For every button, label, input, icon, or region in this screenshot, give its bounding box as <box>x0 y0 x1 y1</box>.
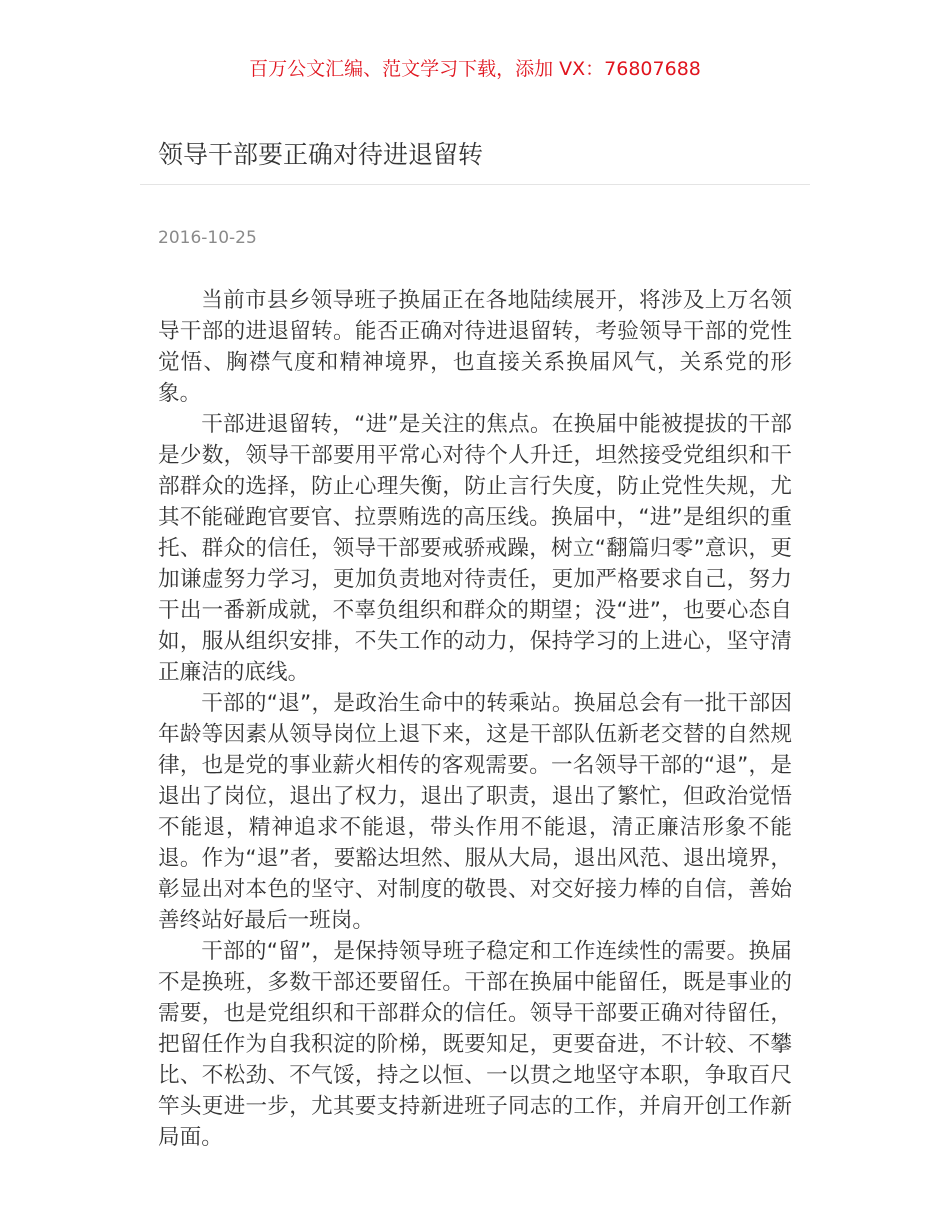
article-title: 领导干部要正确对待进退留转 <box>158 140 484 169</box>
promo-banner: 百万公文汇编、范文学习下载，添加 VX：76807688 <box>249 58 701 80</box>
article-date: 2016-10-25 <box>158 228 257 248</box>
paragraph: 干部的“留”，是保持领导班子稳定和工作连续性的需要。换届不是换班，多数干部还要留任。干部在换届中能留任，既是事业的需要，也是党组织和干部群众的信任。领导干部要正确对待留任，把留任作为自我积淀的阶梯，既要知足，更要奋进，不计较、不攀比、不松劲、不气馁，持之以恒、一以贯之地坚守本职，争取百尺竿头更进一步，尤其要支持新进班子同志的工作，并肩开创工作新局面。 <box>158 939 792 1150</box>
paragraph: 当前市县乡领导班子换届正在各地陆续展开，将涉及上万名领导干部的进退留转。能否正确对待进退留转，考验领导干部的党性觉悟、胸襟气度和精神境界，也直接关系换届风气，关系党的形象。 <box>158 288 792 406</box>
paragraph: 干部进退留转，“进”是关注的焦点。在换届中能被提拔的干部是少数，领导干部要用平常心对待个人升迁，坦然接受党组织和干部群众的选择，防止心理失衡，防止言行失度，防止党性失规，尤其不能碰跑官要官、拉票贿选的高压线。换届中，“进”是组织的重托、群众的信任，领导干部要戒骄戒躁，树立“翻篇归零”意识，更加谦虚努力学习，更加负责地对待责任，更加严格要求自己，努力干出一番新成就，不辜负组织和群众的期望；没“进”，也要心态自如，服从组织安排，不失工作的动力，保持学习的上进心，坚守清正廉洁的底线。 <box>158 412 792 685</box>
paragraph: 干部的“退”，是政治生命中的转乘站。换届总会有一批干部因年龄等因素从领导岗位上退下来，这是干部队伍新老交替的自然规律，也是党的事业薪火相传的客观需要。一名领导干部的“退”，是退出了岗位，退出了权力，退出了职责，退出了繁忙，但政治觉悟不能退，精神追求不能退，带头作用不能退，清正廉洁形象不能退。作为“退”者，要豁达坦然、服从大局，退出风范、退出境界，彰显出对本色的坚守、对制度的敬畏、对交好接力棒的自信，善始善终站好最后一班岗。 <box>158 691 792 933</box>
title-divider <box>140 184 810 185</box>
article-body <box>158 285 792 1153</box>
